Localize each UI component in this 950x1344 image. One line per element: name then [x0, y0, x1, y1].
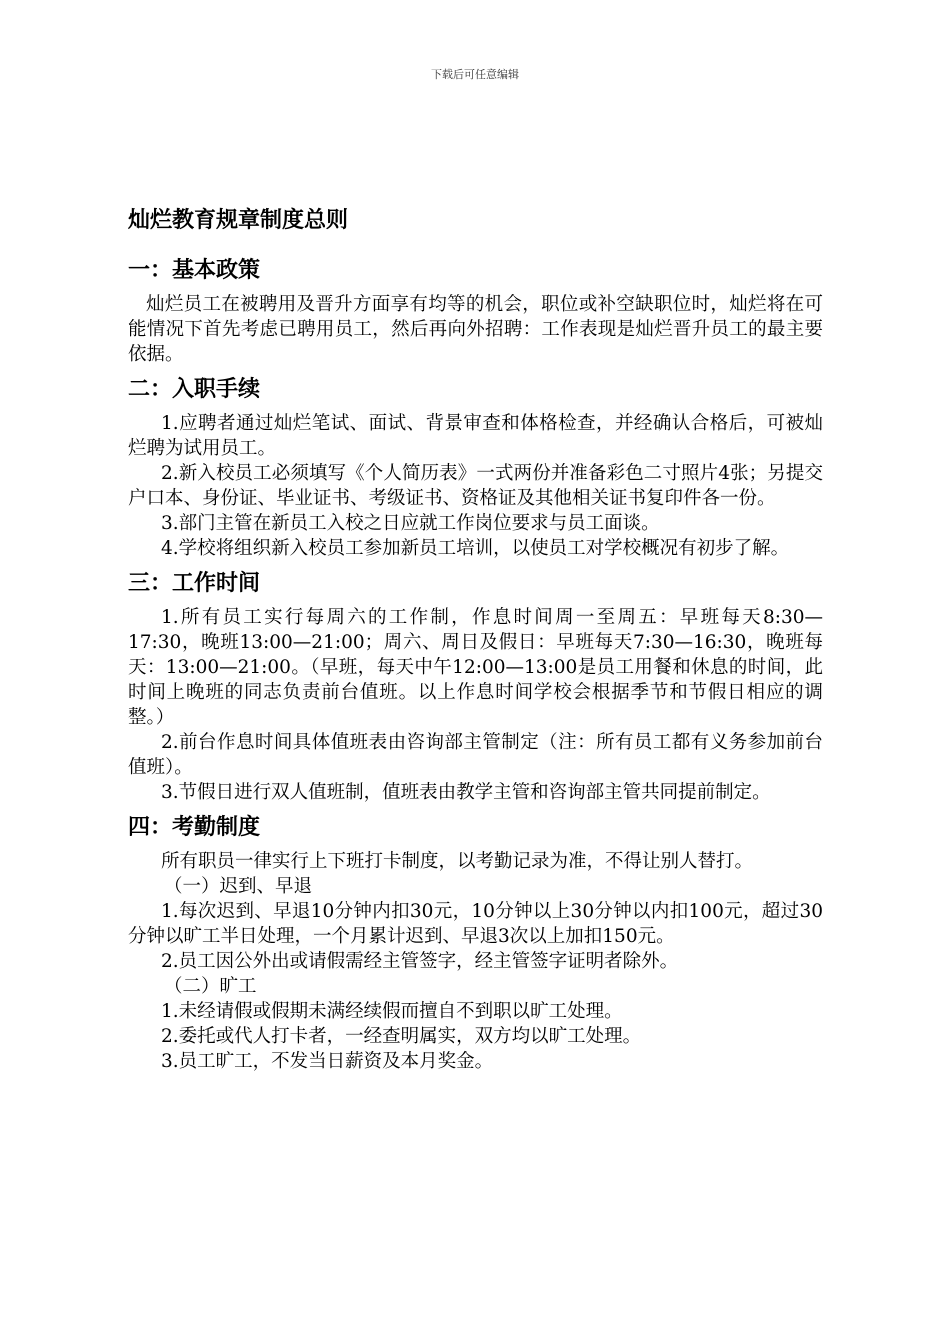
paragraph: 1.每次迟到、早退10分钟内扣30元，10分钟以上30分钟以内扣100元，超过30分钟以旷工半日处理，一个月累计迟到、早退3次以上加扣150元。 — [128, 901, 823, 947]
paragraph: 1.未经请假或假期未满经续假而擅自不到职以旷工处理。 — [161, 1001, 623, 1022]
section-heading-attendance: 四：考勤制度 — [128, 815, 261, 840]
subsection-heading-absenteeism: （二）旷工 — [164, 976, 257, 997]
paragraph: 所有职员一律实行上下班打卡制度，以考勤记录为准，不得让别人替打。 — [161, 851, 754, 872]
paragraph: 2.前台作息时间具体值班表由咨询部主管制定（注：所有员工都有义务参加前台值班）。 — [128, 732, 823, 778]
paragraph: 1.所有员工实行每周六的工作制，作息时间周一至周五：早班每天8:30—17:30，晚班13:00—21:00；周六、周日及假日：早班每天7:30—16:30，晚班每天：13:00—21:00。（早班，每天中午12:00—13:00是员工用餐和休息的时间，此时间上晚班的同志负责前台值班。以上作息时间学校会根据季节和节假日相应的调整。） — [128, 607, 823, 728]
paragraph: 3.部门主管在新员工入校之日应就工作岗位要求与员工面谈。 — [161, 513, 660, 534]
paragraph: 4.学校将组织新入校员工参加新员工培训，以使员工对学校概况有初步了解。 — [161, 538, 790, 559]
section-heading-onboarding: 二：入职手续 — [128, 377, 261, 402]
page-header-note: 下载后可任意编辑 — [431, 68, 519, 81]
paragraph: 2.委托或代人打卡者，一经查明属实，双方均以旷工处理。 — [161, 1026, 642, 1047]
document-body — [128, 204, 823, 1074]
subsection-heading-late-early: （一）迟到、早退 — [164, 876, 313, 897]
paragraph: 3.员工旷工，不发当日薪资及本月奖金。 — [161, 1051, 494, 1072]
paragraph: 1.应聘者通过灿烂笔试、面试、背景审查和体格检查，并经确认合格后，可被灿烂聘为试用员工。 — [128, 413, 823, 459]
paragraph: 灿烂员工在被聘用及晋升方面享有均等的机会，职位或补空缺职位时，灿烂将在可能情况下首先考虑已聘用员工，然后再向外招聘：工作表现是灿烂晋升员工的最主要依据。 — [128, 294, 823, 365]
section-heading-working-hours: 三：工作时间 — [128, 571, 261, 596]
section-heading-basic-policy: 一：基本政策 — [128, 258, 261, 283]
paragraph: 3.节假日进行双人值班制，值班表由教学主管和咨询部主管共同提前制定。 — [161, 782, 771, 803]
paragraph: 2.员工因公外出或请假需经主管签字，经主管签字证明者除外。 — [161, 951, 679, 972]
paragraph: 2.新入校员工必须填写《个人简历表》一式两份并准备彩色二寸照片4张；另提交户口本、身份证、毕业证书、考级证书、资格证及其他相关证书复印件各一份。 — [128, 463, 823, 509]
document-title: 灿烂教育规章制度总则 — [128, 208, 349, 233]
